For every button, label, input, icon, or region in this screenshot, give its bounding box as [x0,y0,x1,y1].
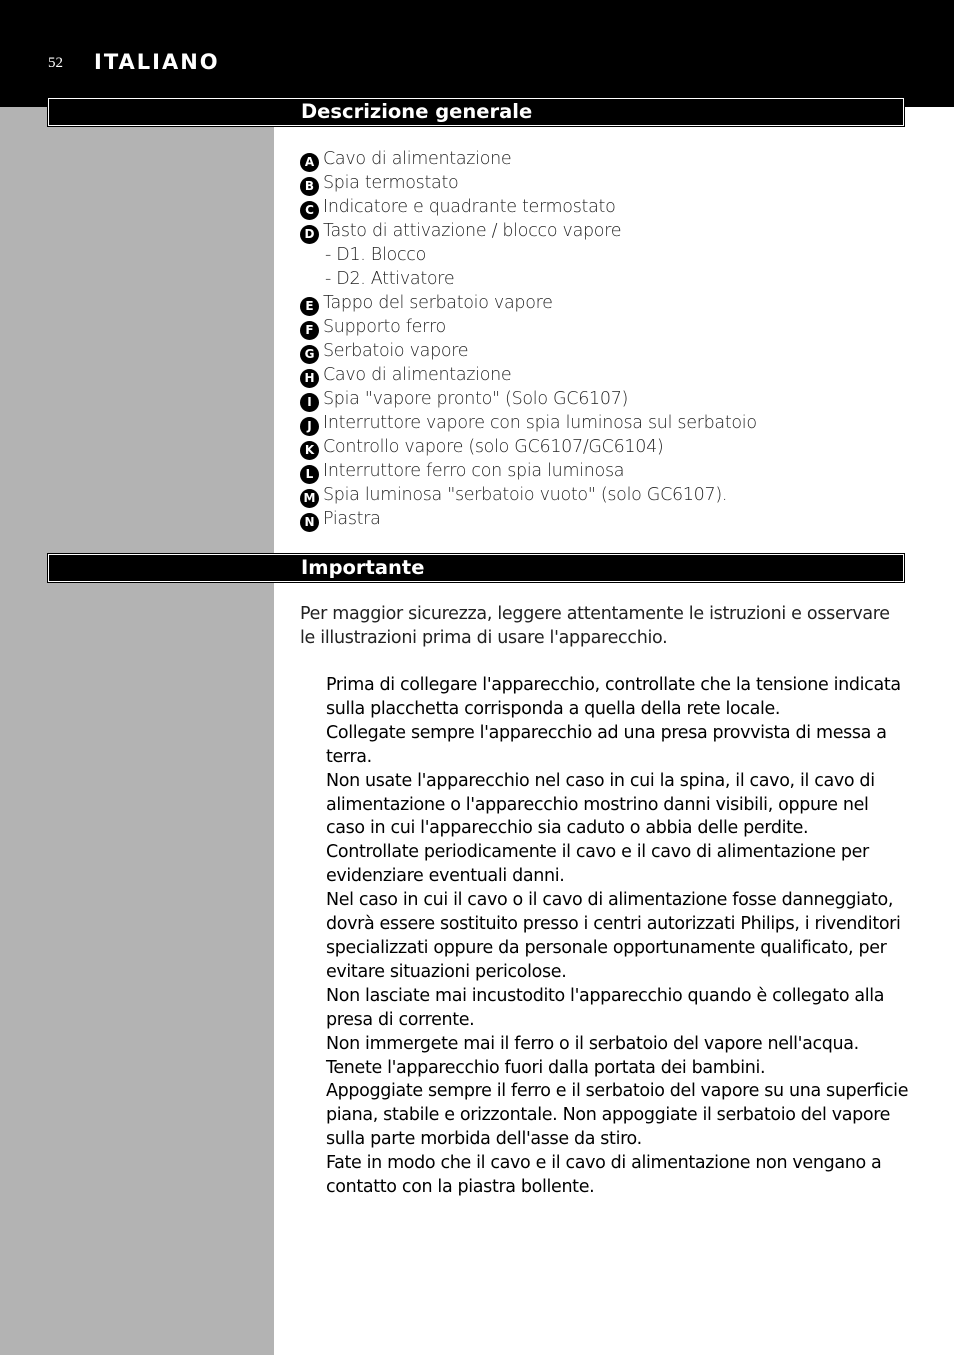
list-subitem [300,244,757,268]
warning-item: Prima di collegare l'apparecchio, controllate che la tensione indicata sulla placchetta corrisponda a quella della rete locale. [326,675,901,719]
letter-badge: I [300,393,319,412]
part-label: Tappo del serbatoio vapore [323,292,553,313]
letter-badge: M [300,489,319,508]
page-header [0,0,954,107]
part-label: Spia luminosa "serbatoio vuoto" (solo GC6107). [323,484,728,505]
list-item [300,172,757,196]
list-item [300,148,757,172]
list-item [300,436,757,460]
part-label: Spia termostato [323,173,459,193]
warning-item: Non lasciate mai incustodito l'apparecchio quando è collegato alla presa di corrente. [326,985,885,1030]
part-label: Tasto di attivazione / blocco vapore [323,221,622,241]
part-label: - D2. Attivatore [325,268,455,289]
part-label: Interruttore vapore con spia luminosa sul serbatoio [323,412,757,433]
part-label: Interruttore ferro con spia luminosa [323,460,625,481]
letter-badge: D [300,225,319,244]
section-header-description [48,98,904,126]
letter-badge: K [300,441,319,460]
part-label: Serbatoio vapore [323,340,469,361]
list-item [300,196,757,220]
list-item [300,388,757,412]
page-number: 52 [48,55,63,71]
list-item [300,460,757,484]
list-item [300,340,757,364]
warning-item: Non usate l'apparecchio nel caso in cui la spina, il cavo, il cavo di alimentazione o l'apparecchio mostrino danni visibili, oppure nel caso in cui l'apparecchio sia caduto o abbia delle perdite. [326,770,875,839]
section-title: Importante [301,556,425,579]
letter-badge: G [300,345,319,364]
list-item [300,364,757,388]
letter-badge: N [300,513,319,532]
letter-badge: L [300,465,319,484]
warning-item: Fate in modo che il cavo e il cavo di alimentazione non vengano a contatto con la piastra bollente. [326,1153,882,1198]
section-header-important [48,554,904,582]
part-label: Cavo di alimentazione [323,364,512,385]
warning-item: Tenete l'apparecchio fuori dalla portata dei bambini. [326,1057,766,1078]
warning-item: Appoggiate sempre il ferro e il serbatoio del vapore su una superficie piana, stabile e orizzontale. Non appoggiate il serbatoio del vapore sulla parte morbida dell'asse da stiro. [326,1081,909,1150]
part-label: Piastra [323,508,381,529]
warning-item: Controllate periodicamente il cavo e il cavo di alimentazione per evidenziare eventuali danni. [326,842,869,887]
warning-item: Non immergete mai il ferro o il serbatoio del vapore nell'acqua. [326,1033,859,1054]
list-item [300,508,757,532]
section-title: Descrizione generale [301,100,533,123]
list-item [300,484,757,508]
parts-list [300,148,757,532]
list-subitem [300,268,757,292]
list-item [300,316,757,340]
part-label: - D1. Blocco [325,245,426,265]
part-label: Supporto ferro [323,316,446,337]
letter-badge: C [300,201,319,220]
part-label: Spia "vapore pronto" (Solo GC6107) [323,388,629,409]
part-label: Controllo vapore (solo GC6107/GC6104) [323,436,664,457]
letter-badge: E [300,297,319,316]
list-item [300,292,757,316]
letter-badge: B [300,177,319,196]
list-item [300,220,757,244]
list-item [300,412,757,436]
part-label: Cavo di alimentazione [323,149,512,169]
letter-badge: A [300,153,319,172]
letter-badge: F [300,321,319,340]
letter-badge: H [300,369,319,388]
intro-paragraph: Per maggior sicurezza, leggere attentamente le istruzioni e osservare le illustrazioni prima di usare l'apparecchio. [300,604,890,648]
warning-item: Collegate sempre l'apparecchio ad una presa provvista di messa a terra. [326,722,887,767]
left-margin-panel [0,107,274,1355]
warnings-list [326,674,910,1200]
language-title: ITALIANO [94,50,220,74]
warning-item: Nel caso in cui il cavo o il cavo di alimentazione fosse danneggiato, dovrà essere sostituito presso i centri autorizzati Philips, i rivenditori specializzati oppure da personale opportunamente qualificato, per evitare situazioni pericolose. [326,890,901,982]
letter-badge: J [300,417,319,436]
part-label: Indicatore e quadrante termostato [323,197,616,217]
